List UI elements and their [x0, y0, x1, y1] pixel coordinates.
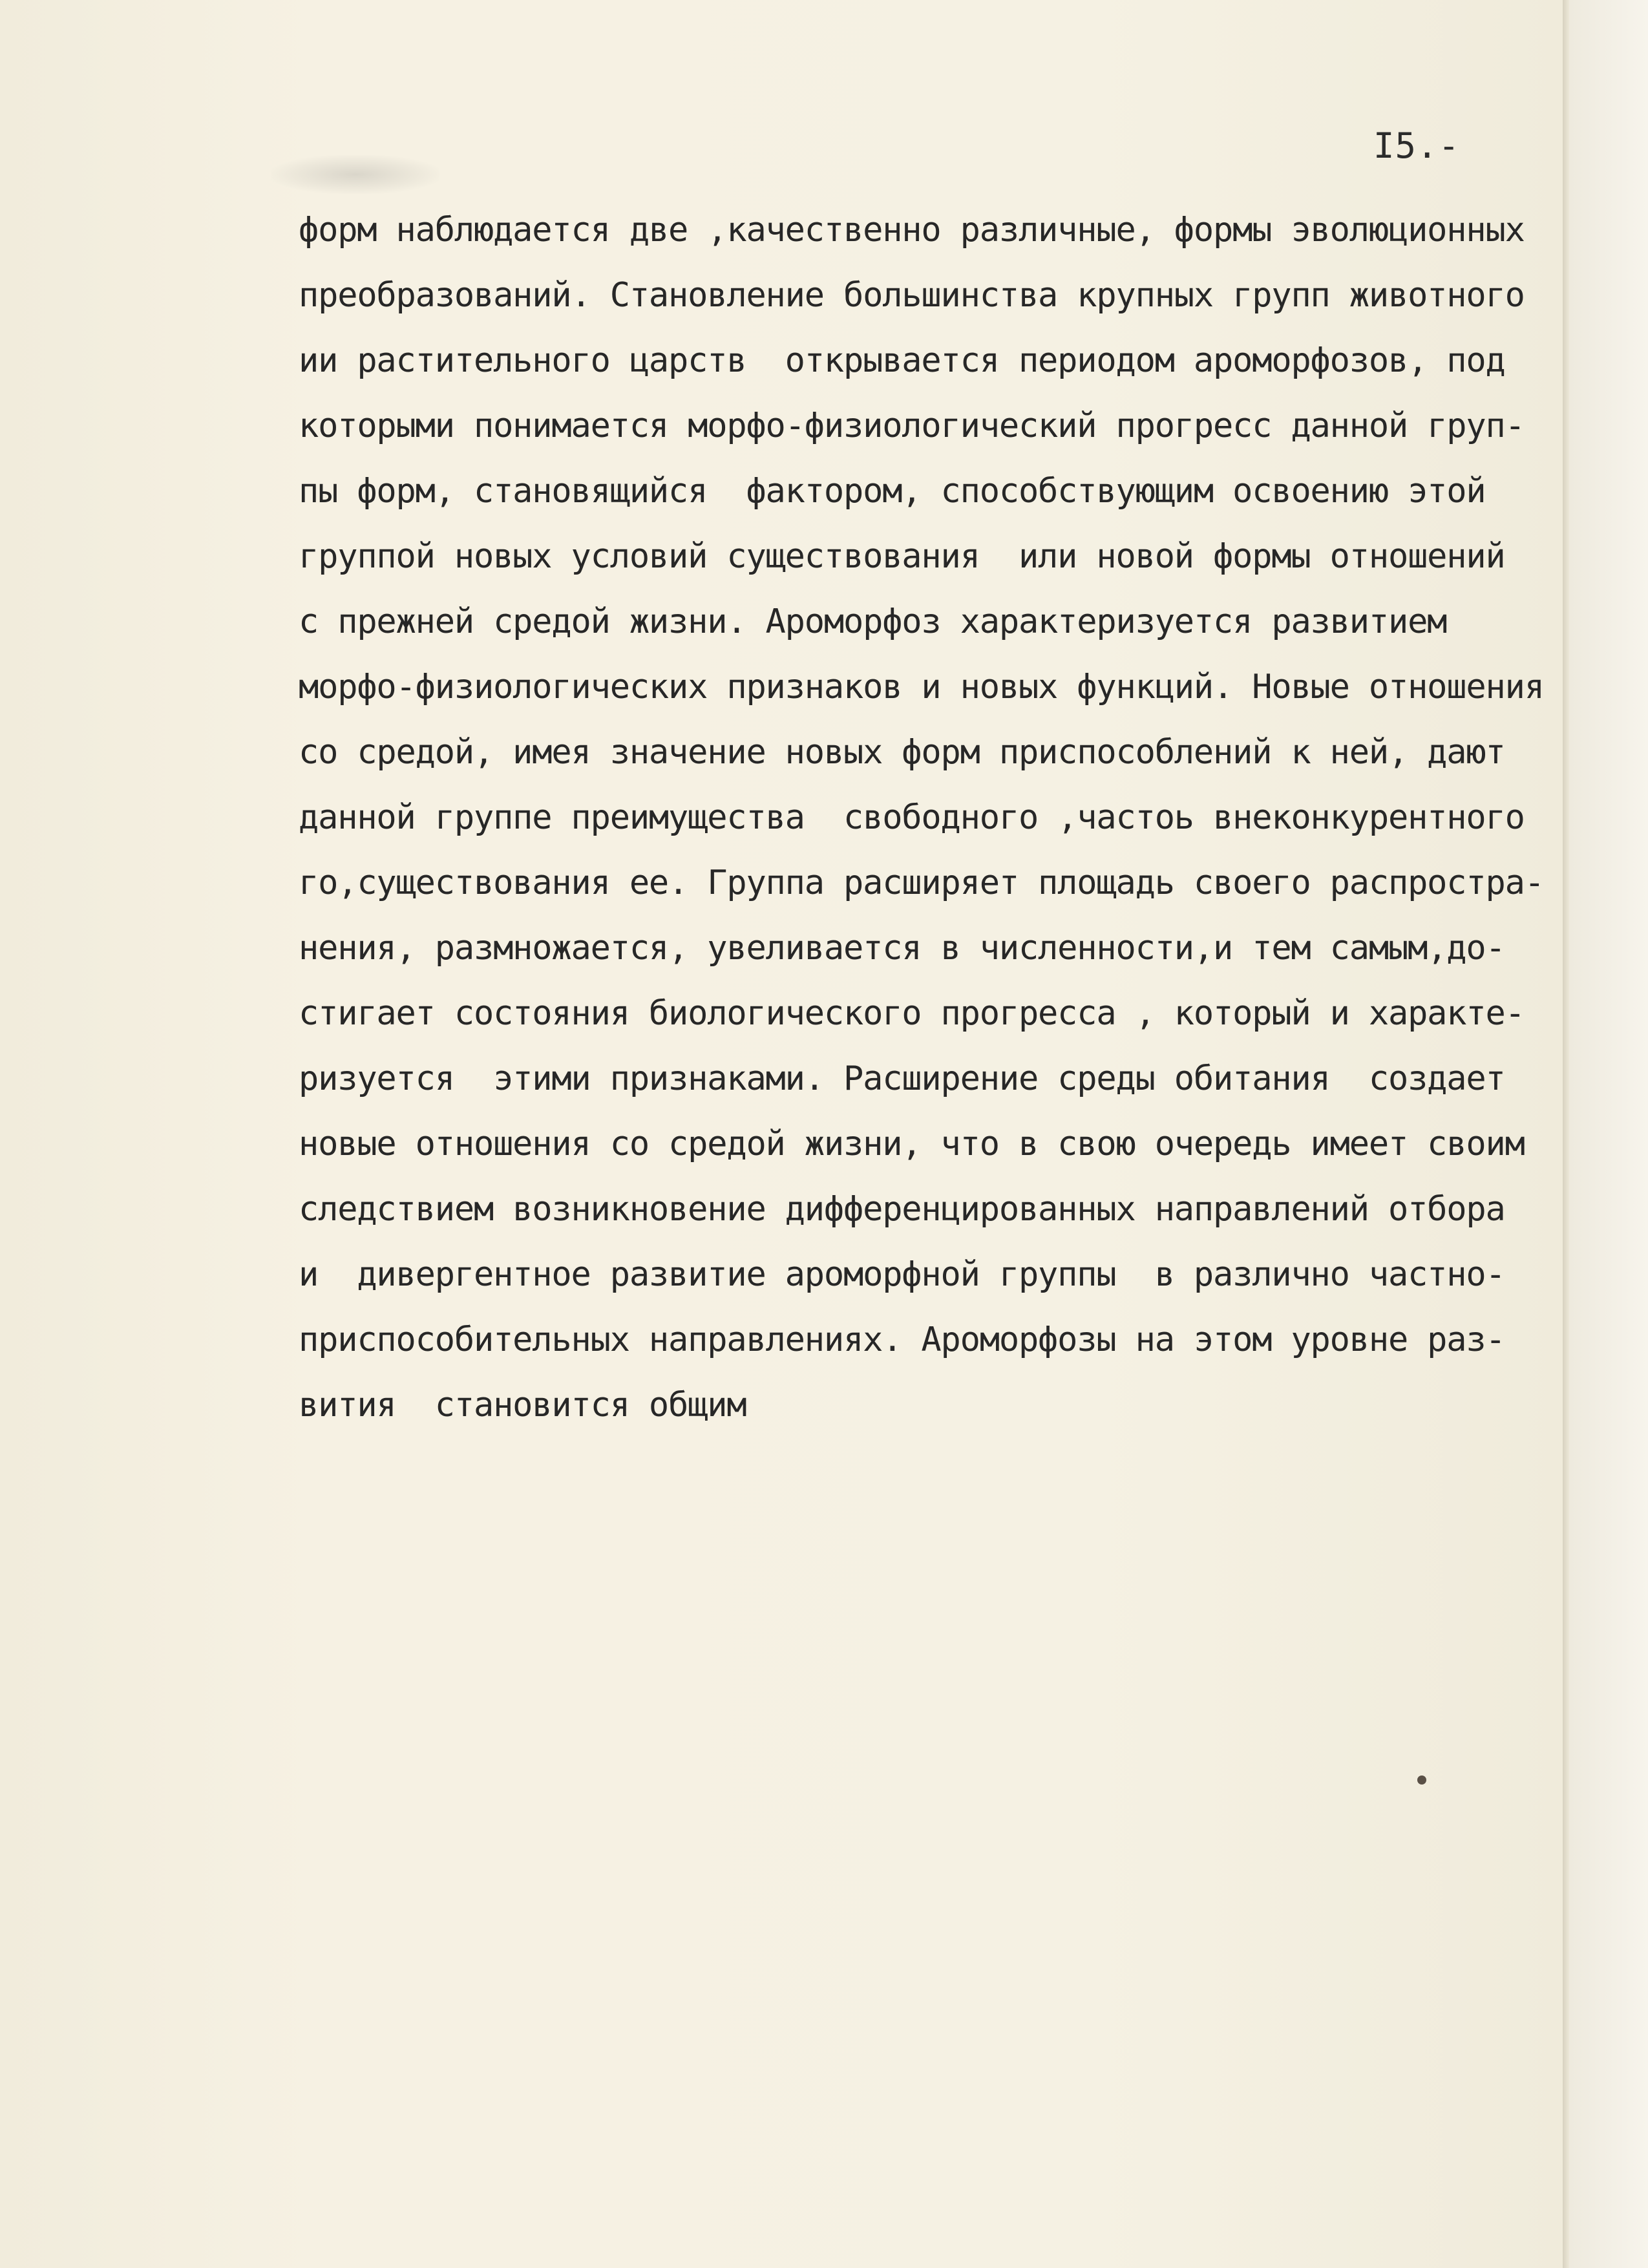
text-line: форм наблюдается две ,качественно различные, формы эволюционных [299, 211, 1525, 249]
text-line: и дивергентное развитие ароморфной группы в различно частно- [299, 1255, 1505, 1294]
text-line: вития становится общим [299, 1386, 746, 1425]
ink-dot [1417, 1775, 1426, 1785]
ink-smudge [271, 155, 439, 194]
text-line: с прежней средой жизни. Ароморфоз характеризуется развитием [299, 602, 1447, 641]
text-line: приспособительных направлениях. Ароморфозы на этом уровне раз- [299, 1320, 1505, 1359]
body-text [299, 198, 1565, 1438]
text-line: следствием возникновение дифференцированных направлений отбора [299, 1190, 1505, 1229]
text-line: го,существования ее. Группа расширяет площадь своего распростра- [299, 864, 1544, 902]
text-line: данной группе преимущества свободного ,частоь внеконкурентного [299, 798, 1525, 837]
text-line: группой новых условий существования или новой формы отношений [299, 537, 1505, 576]
text-line: нения, размножается, увеливается в численности,и тем самым,до- [299, 929, 1505, 968]
text-line: преобразований. Становление большинства крупных групп животного [299, 276, 1525, 315]
text-line: стигает состояния биологического прогресса , который и характе- [299, 994, 1525, 1033]
text-line: пы форм, становящийся фактором, способствующим освоению этой [299, 472, 1486, 511]
scan-margin [1569, 0, 1648, 2268]
text-line: которыми понимается морфо-физиологический прогресс данной груп- [299, 407, 1525, 445]
page-number: I5.- [1373, 125, 1461, 166]
text-line: ии растительного царств открывается периодом ароморфозов, под [299, 341, 1505, 380]
text-line: ризуется этими признаками. Расширение среды обитания создает [299, 1059, 1505, 1098]
text-line: со средой, имея значение новых форм приспособлений к ней, дают [299, 733, 1505, 772]
text-line: морфо-физиологических признаков и новых функций. Новые отношения [299, 668, 1544, 706]
text-line: новые отношения со средой жизни, что в свою очередь имеет своим [299, 1125, 1525, 1163]
